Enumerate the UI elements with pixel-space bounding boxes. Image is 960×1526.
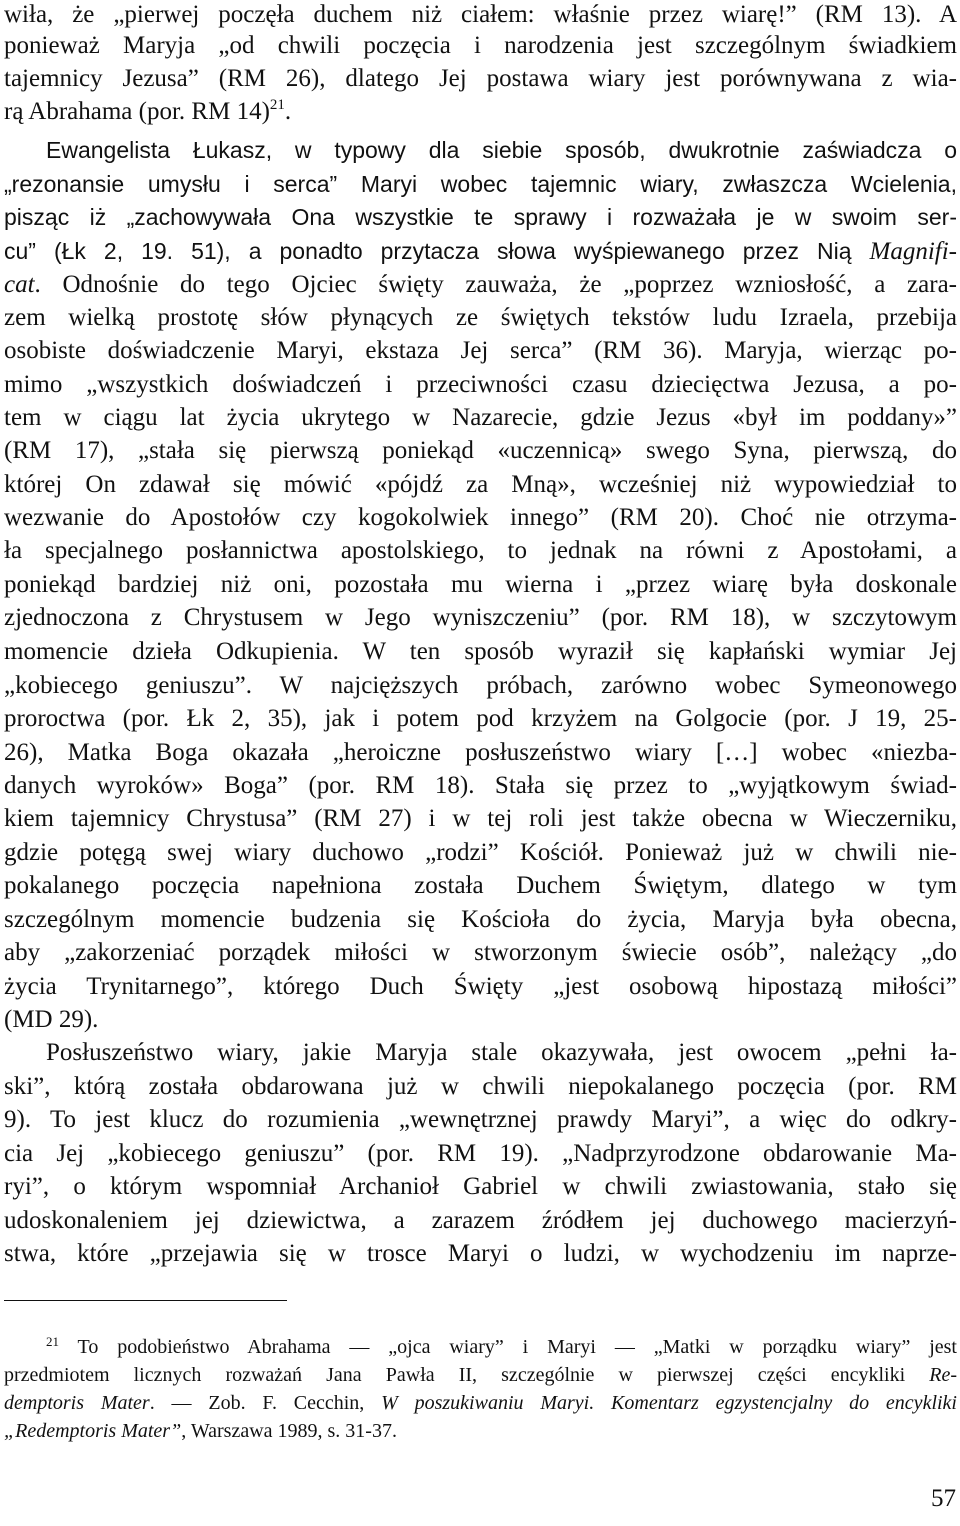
- body-line: momencie dzieła Odkupienia. W ten sposób wyraził się kapłański wymiar Jej: [4, 638, 957, 665]
- body-line: tem w ciągu lat życia ukrytego w Nazarecie, gdzie Jezus «był im poddany»”: [4, 404, 957, 431]
- body-line: „kobiecego geniuszu”. W najcięższych próbach, zarówno wobec Symeonowego: [4, 672, 957, 699]
- body-line: stwa, które „przejawia się w trosce Maryi o ludzi, w wychodzeniu im naprze-: [4, 1240, 957, 1267]
- body-line: poniekąd bardziej niż oni, pozostała mu wierna i „przez wiarę była doskonale: [4, 571, 957, 598]
- body-line: cia Jej „kobiecego geniuszu” (por. RM 19). „Nadprzyrodzone obdarowanie Ma-: [4, 1140, 957, 1167]
- body-line: aby „zakorzeniać porządek miłości w stworzonym świecie osób”, należący „do: [4, 939, 957, 966]
- body-line: której On zdawał się mówić «pójdź za Mną», wcześniej niż wypowiedział to: [4, 471, 957, 498]
- body-line: zem wielką prostotę słów płynących ze świętych tekstów ludu Izraela, przebija: [4, 304, 957, 331]
- body-line: rą Abrahama (por. RM 14)$^{21}$.: [4, 97, 292, 125]
- body-line: (RM 17), „stała się pierwszą poniekąd «uczennicą» swego Syna, pierwszą, do: [4, 437, 957, 464]
- body-line: ła specjalnego posłannictwa apostolskiego, to jednak na równi z Apostołami, a: [4, 537, 957, 564]
- body-line: proroctwa (por. Łk 2, 35), jak i potem pod krzyżem na Golgocie (por. J 19, 25-: [4, 705, 957, 732]
- body-line: pokalanego poczęcia napełniona została Duchem Świętym, dlatego w tym: [4, 872, 957, 899]
- body-line: życia Trynitarnego”, którego Duch Święty „jest osobową hipostazą miłości”: [4, 973, 957, 1000]
- body-line: ponieważ Maryja „od chwili poczęcia i narodzenia jest szczególnym świadkiem: [4, 32, 957, 59]
- footnote-line: przedmiotem licznych rozważań Jana Pawła II, szczególnie w pierwszej części encykliki Re-: [4, 1364, 957, 1386]
- body-line: gdzie potęgą swej wiary duchowo „rodzi” Kościół. Ponieważ już w chwili nie-: [4, 839, 957, 866]
- footnote-separator: [4, 1300, 287, 1301]
- body-line: Posłuszeństwo wiary, jakie Maryja stale okazywała, jest owocem „pełni ła-: [46, 1039, 957, 1066]
- body-line: 9). To jest klucz do rozumienia „wewnętrznej prawdy Maryi”, a więc do odkry-: [4, 1106, 957, 1133]
- footnote-line: $^{21}$ To podobieństwo Abrahama — „ojca wiary” i Maryi — „Matki w porządku wiary” jest: [46, 1334, 957, 1358]
- body-line: szczególnym momencie budzenia się Kościoła do życia, Maryja była obecna,: [4, 906, 957, 933]
- page-number: 57: [931, 1485, 956, 1512]
- body-line: osobiste doświadczenie Maryi, ekstaza Jej serca” (RM 36). Maryja, wierząc po-: [4, 337, 957, 364]
- body-line: „rezonansie umysłu i serca” Maryi wobec tajemnic wiary, zwłaszcza Wcielenia,: [4, 171, 957, 197]
- body-line: pisząc iż „zachowywała Ona wszystkie te sprawy i rozważała je w swoim ser-: [4, 204, 957, 230]
- footnote-number: 21: [46, 1334, 59, 1349]
- body-line: mimo „wszystkich doświadczeń i przeciwności czasu dziecięctwa Jezusa, a po-: [4, 371, 957, 398]
- body-line: cat. Odnośnie do tego Ojciec święty zauważa, że „poprzez wzniosłość, a zara-: [4, 271, 957, 298]
- body-line: kiem tajemnicy Chrystusa” (RM 27) i w tej roli jest także obecna w Wieczerniku,: [4, 805, 957, 832]
- body-line: wiła, że „pierwej poczęła duchem niż ciałem: właśnie przez wiarę!” (RM 13). A: [4, 1, 957, 28]
- footnote-line: demptoris Mater. — Zob. F. Cecchin, W poszukiwaniu Maryi. Komentarz egzystencjalny do encykliki: [4, 1392, 957, 1414]
- body-line: (MD 29).: [4, 1006, 99, 1033]
- body-line: ryi”, o którym wspomniał Archanioł Gabriel w chwili zwiastowania, stało się: [4, 1173, 957, 1200]
- footnote-line: „Redemptoris Mater”, Warszawa 1989, s. 31-37.: [4, 1420, 397, 1442]
- body-line: 26), Matka Boga okazała „heroiczne posłuszeństwo wiary […] wobec «niezba-: [4, 739, 957, 766]
- body-line: tajemnicy Jezusa” (RM 26), dlatego Jej postawa wiary jest porównywana z wia-: [4, 65, 957, 92]
- body-line: ski”, którą została obdarowana już w chwili niepokalanego poczęcia (por. RM: [4, 1073, 957, 1100]
- body-line: danych wyroków» Boga” (por. RM 18). Stała się przez to „wyjątkowym świad-: [4, 772, 957, 799]
- footnote-reference: 21: [269, 97, 285, 113]
- body-line: udoskonaleniem jej dziewictwa, a zarazem źródłem jej duchowego macierzyń-: [4, 1207, 957, 1234]
- body-line: wezwanie do Apostołów czy kogokolwiek innego” (RM 20). Choć nie otrzyma-: [4, 504, 957, 531]
- body-line: zjednoczona z Chrystusem w Jego wyniszczeniu” (por. RM 18), w szczytowym: [4, 604, 957, 631]
- body-line: Ewangelista Łukasz, w typowy dla siebie sposób, dwukrotnie zaświadcza o: [46, 137, 957, 163]
- body-line: cu” (Łk 2, 19. 51), a ponadto przytacza słowa wyśpiewanego przez Nią Magnifi-: [4, 238, 957, 265]
